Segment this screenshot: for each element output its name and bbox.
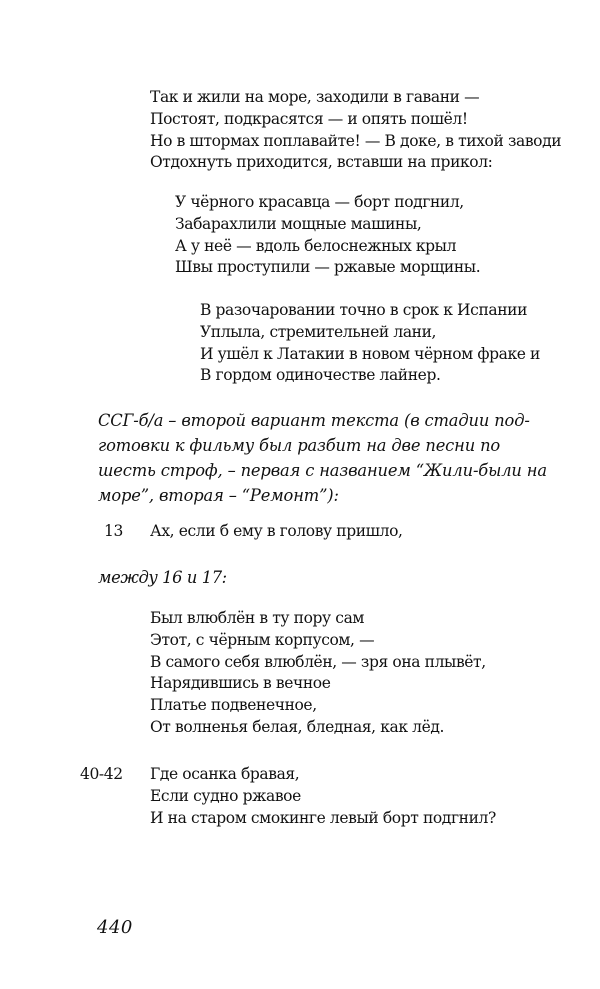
verse-line: У чёрного красавца — борт подгнил, (175, 193, 464, 211)
verse-line: Был влюблён в ту пору сам (150, 609, 365, 627)
line-number: 13 (104, 522, 123, 540)
note-line: ССГ-б/а – второй вариант текста (в стадии под- (98, 411, 530, 430)
page-number: 440 (97, 917, 133, 938)
verse-line: И ушёл к Латакии в новом чёрном фраке и (200, 344, 540, 363)
stanza-2 (175, 192, 480, 279)
stanza-3 (200, 300, 540, 387)
verse-line: От волненья белая, бледная, как лёд. (150, 717, 445, 736)
editorial-note (98, 408, 568, 508)
variant-stanza (150, 764, 496, 829)
verse-line: Швы проступили — ржавые морщины. (175, 258, 481, 277)
note-line: готовки к фильму был разбит на две песни по (98, 436, 501, 455)
verse-line: В гордом одиночестве лайнер. (200, 366, 441, 385)
verse-line: Уплыла, стремительней лани, (200, 322, 437, 341)
line-number: 40-42 (80, 765, 123, 783)
verse-line: Нарядившись в вечное (150, 674, 331, 693)
verse-line: Так и жили на море, заходили в гавани — (150, 88, 480, 106)
inserted-stanza (150, 608, 486, 739)
verse-line: Забарахлили мощные машины, (175, 214, 422, 233)
verse-line: А у неё — вдоль белоснежных крыл (175, 236, 457, 255)
verse-line: И на старом смокинге левый борт подгнил? (150, 808, 496, 827)
verse-line: В разочаровании точно в срок к Испании (200, 301, 528, 319)
verse-line: Если судно ржавое (150, 786, 301, 805)
note-line: шесть строф, – первая с названием “Жили-были на (98, 461, 547, 480)
verse-line: Где осанка бравая, (150, 765, 300, 783)
verse-line: Этот, с чёрным корпусом, — (150, 630, 375, 649)
note-line: море”, вторая – “Ремонт”): (98, 486, 339, 505)
stanza-1 (150, 87, 561, 174)
verse-line: Постоят, подкрасятся — и опять пошёл! (150, 109, 468, 128)
variant-line: Ах, если б ему в голову пришло, (150, 522, 403, 540)
verse-line: В самого себя влюблён, — зря она плывёт, (150, 652, 486, 671)
verse-line: Но в штормах поплавайте! — В доке, в тихой заводи (150, 131, 562, 150)
verse-line: Отдохнуть приходится, вставши на прикол: (150, 153, 493, 172)
insertion-label: между 16 и 17: (98, 568, 227, 587)
verse-line: Платье подвенечное, (150, 696, 317, 715)
